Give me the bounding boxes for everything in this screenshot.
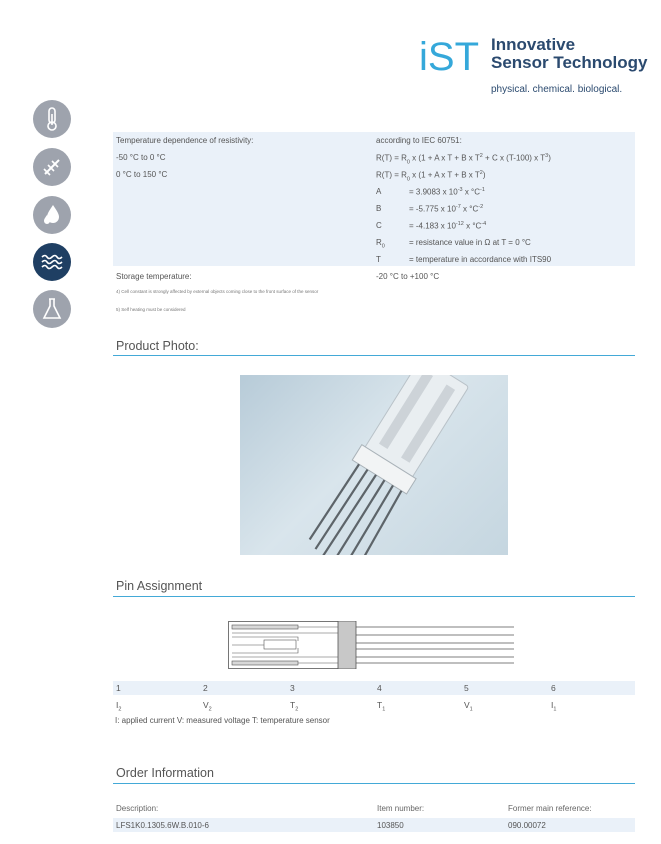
storage-value: -20 °C to +100 °C	[376, 272, 440, 281]
order-former-ref: 090.00072	[508, 821, 546, 830]
section-title-pins: Pin Assignment	[116, 579, 203, 593]
coef-t-symbol: T	[376, 255, 381, 264]
flow-icon	[33, 148, 71, 186]
pin-number: 6	[551, 683, 556, 693]
pin-signal-letter: T	[377, 700, 383, 710]
company-name	[491, 36, 648, 72]
company-tagline: physical. chemical. biological.	[491, 84, 623, 95]
thermometer-icon	[33, 100, 71, 138]
pin-number: 4	[377, 683, 382, 693]
footnote: 5) Self heating must be considered	[116, 307, 186, 312]
coef-c-value: = -4.183 x $10^{-12}$ x $^\circ C^{-4}$	[409, 221, 487, 231]
order-item-number: 103850	[377, 821, 404, 830]
pin-number: 3	[290, 683, 295, 693]
company-name-line2: Sensor Technology	[491, 53, 648, 72]
order-description: LFS1K0.1305.6W.B.010-6	[116, 821, 209, 830]
section-divider	[113, 596, 635, 597]
coef-c-symbol: C	[376, 221, 382, 230]
pin-legend-note: I: applied current V: measured voltage T: temperature sensor	[115, 716, 330, 725]
order-col-description: Description:	[116, 804, 159, 813]
pin-signal-letter: V	[203, 700, 209, 710]
pin-signal	[464, 700, 473, 713]
pin-number-row	[113, 681, 635, 695]
company-name-line1: Innovative	[491, 35, 576, 54]
pin-signal	[551, 700, 556, 713]
pin-number: 2	[203, 683, 208, 693]
pin-signal-sub: 1	[553, 706, 557, 713]
spec-label: 0 °C to 150 °C	[116, 170, 168, 179]
pin-signal	[290, 700, 298, 713]
order-col-former-ref: Former main reference:	[508, 804, 592, 813]
pin-signal-letter: V	[464, 700, 470, 710]
spec-table-bg	[113, 132, 635, 266]
coef-r0-value: = resistance value in Ω at T = 0 °C	[409, 238, 531, 247]
pin-signal	[203, 700, 212, 713]
pin-number: 5	[464, 683, 469, 693]
waves-icon	[33, 243, 71, 281]
order-col-item-number: Item number:	[377, 804, 425, 813]
pin-signal	[377, 700, 385, 713]
coef-a-symbol: A	[376, 187, 382, 196]
pin-signal-letter: I	[551, 700, 554, 710]
storage-label: Storage temperature:	[116, 272, 192, 281]
section-divider	[113, 355, 635, 356]
section-divider	[113, 783, 635, 784]
pin-signal-sub: 1	[382, 706, 386, 713]
coef-b-value: = -5.775 x $10^{-7}$ x $^\circ C^{-2}$	[409, 204, 484, 214]
section-title-photo: Product Photo:	[116, 339, 199, 353]
pin-signal-letter: T	[290, 700, 296, 710]
pin-diagram	[228, 621, 518, 669]
spec-value: according to IEC 60751:	[376, 136, 462, 145]
pin-signal-sub: 1	[469, 706, 473, 713]
spec-label: -50 °C to 0 °C	[116, 153, 166, 162]
section-title-order: Order Information	[116, 766, 214, 780]
formula-1: $R(T) = R_0$ x (1 + A x T + B x $T^2 + C$ x (T-100) x $T^3$)	[376, 153, 551, 166]
coef-a-value: = 3.9083 x $10^{-3}$ x $^\circ C^{-1}$	[409, 187, 485, 197]
flask-icon	[33, 290, 71, 328]
coef-b-symbol: B	[376, 204, 382, 213]
pin-number: 1	[116, 683, 121, 693]
logo-mark-text: iST	[419, 36, 479, 76]
coef-r0-symbol: $R_0$	[376, 238, 385, 250]
product-photo	[240, 375, 508, 555]
formula-2: $R(T) = R_0$ x (1 + A x T + B x $T^2$)	[376, 170, 486, 183]
droplets-icon	[33, 196, 71, 234]
coef-t-value: = temperature in accordance with ITS90	[409, 255, 552, 264]
pin-signal-sub: 2	[208, 706, 212, 713]
pin-signal-sub: 2	[118, 706, 122, 713]
ist-logo	[419, 36, 481, 76]
footnote: 4) Cell constant is strongly affected by external objects coming close to the front surface of the sensor	[116, 289, 319, 294]
pin-signal-letter: I	[116, 700, 119, 710]
pin-signal	[116, 700, 121, 713]
spec-label: Temperature dependence of resistivity:	[116, 136, 254, 145]
pin-signal-sub: 2	[295, 706, 299, 713]
